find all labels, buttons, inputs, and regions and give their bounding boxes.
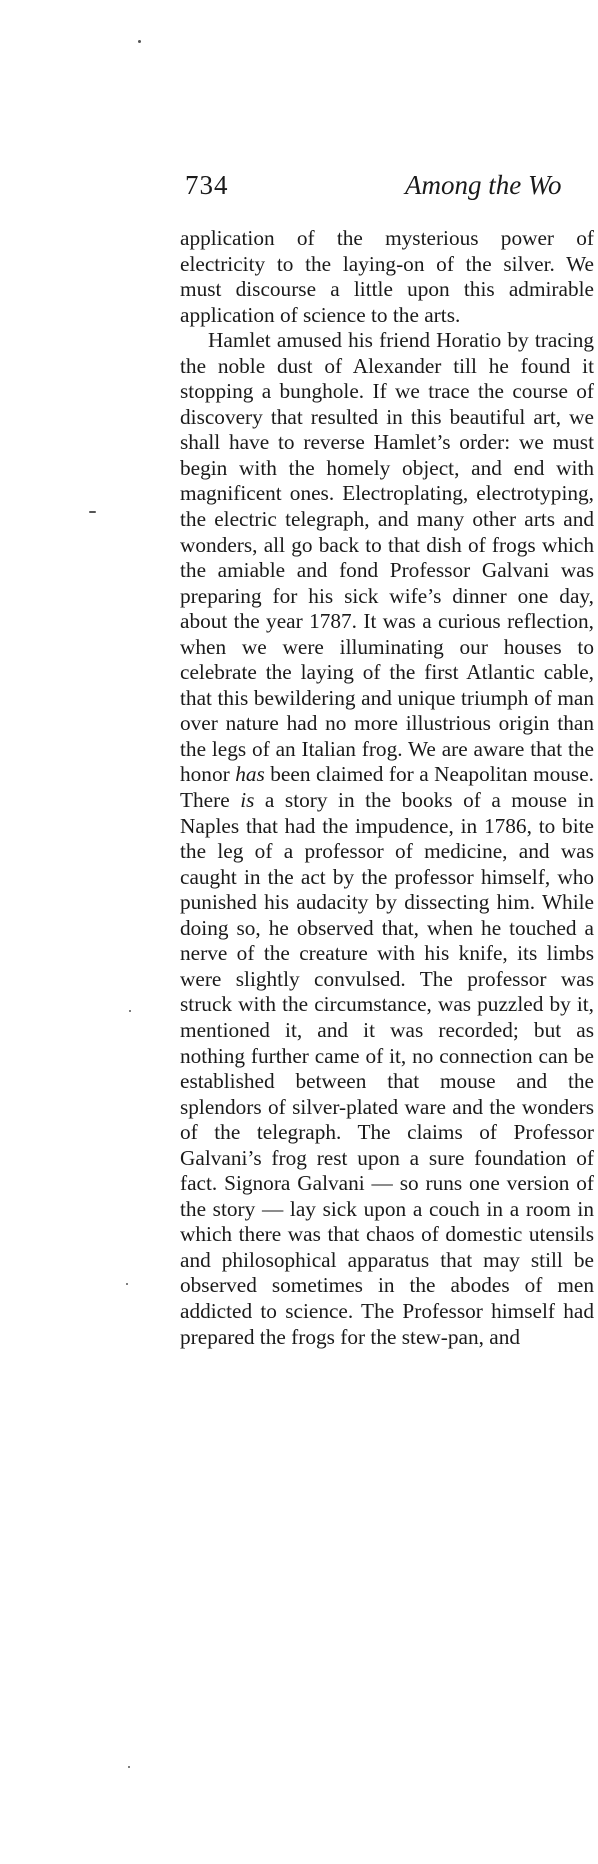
paragraph-1 bbox=[180, 226, 594, 328]
paragraph-text: Hamlet amused his friend Horatio by tracing the noble dust of Alexander till he found it stopping a bunghole. If we trace the course of discovery that resulted in this beautiful art, we shall have to reverse Hamlet’s order: we must begin with the homely object, and end with magnificent ones. Electroplating, electrotyping, the electric telegraph, and many other arts and wonders, all go back to that dish of frogs which the amiable and fond Professor Galvani was preparing for his sick wife’s dinner one day, about the year 1787. It was a curious reflection, when we were illuminating our houses to celebrate the laying of the first Atlantic cable, that this bewildering and unique triumph of man over nature had no more illustrious origin than the legs of an Italian frog. We are aware that the honor bbox=[180, 328, 594, 787]
emphasis-is: is bbox=[240, 788, 255, 813]
scan-speck bbox=[89, 511, 96, 513]
scan-speck bbox=[138, 40, 141, 43]
body-text bbox=[180, 226, 594, 1350]
page-header bbox=[185, 170, 598, 210]
emphasis-has: has bbox=[235, 762, 265, 787]
scan-speck bbox=[126, 1283, 128, 1285]
running-head: Among the Wo bbox=[405, 170, 562, 200]
paragraph-text: been claimed for a Neapolitan mouse. There bbox=[180, 762, 594, 813]
scan-speck bbox=[128, 1766, 130, 1768]
paragraph-text: application of the mysterious power of electricity to the laying-on of the silver. We must discourse a little upon this admirable application of science to the arts. bbox=[180, 226, 594, 327]
scan-speck bbox=[129, 1010, 131, 1012]
paragraph-2 bbox=[180, 328, 594, 1350]
page-number: 734 bbox=[185, 170, 229, 200]
paragraph-text: a story in the books of a mouse in Naples that had the impudence, in 1786, to bite the leg of a professor of medicine, and was caught in the act by the professor himself, who punished his audacity by dissecting him. While doing so, he observed that, when he touched a nerve of the creature with his knife, its limbs were slightly convulsed. The professor was struck with the circumstance, was puzzled by it, mentioned it, and it was recorded; but as nothing further came of it, no connection can be established between that mouse and the splendors of silver-plated ware and the wonders of the telegraph. The claims of Professor Galvani’s frog rest upon a sure foundation of fact. Signora Galvani — so runs one version of the story — lay sick upon a couch in a room in which there was that chaos of domestic utensils and philosophical apparatus that may still be observed sometimes in the abodes of men addicted to science. The Professor himself had prepared the frogs for the stew-pan, and bbox=[180, 788, 594, 1349]
